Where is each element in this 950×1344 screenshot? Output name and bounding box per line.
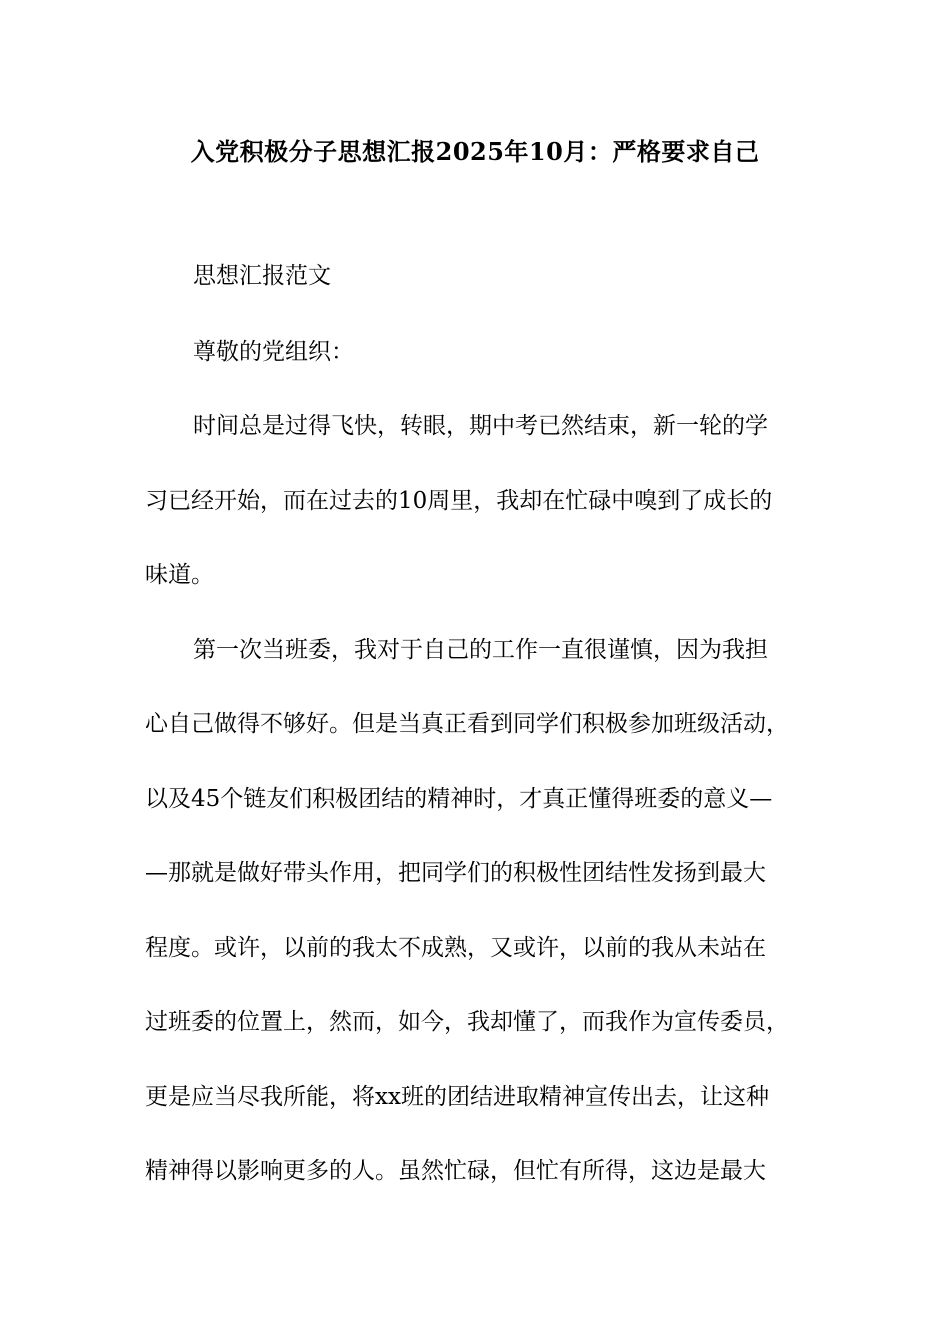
paragraph-2-line-6: 过班委的位置上，然而，如今，我却懂了，而我作为宣传委员， — [145, 1009, 789, 1035]
paragraph-2-line-4: —那就是做好带头作用，把同学们的积极性团结性发扬到最大 — [145, 860, 766, 886]
paragraph-2-line-1: 第一次当班委，我对于自己的工作一直很谨慎，因为我担 — [193, 637, 768, 663]
paragraph-2-line-8: 精神得以影响更多的人。虽然忙碌，但忙有所得，这边是最大 — [145, 1158, 766, 1184]
paragraph-2-line-7: 更是应当尽我所能，将xx班的团结进取精神宣传出去，让这种 — [145, 1084, 769, 1110]
text-line-heading: 思想汇报范文 — [193, 263, 331, 289]
paragraph-2-line-3: 以及45个链友们积极团结的精神时，才真正懂得班委的意义— — [145, 786, 773, 812]
paragraph-2-line-5: 程度。或许，以前的我太不成熟，又或许，以前的我从未站在 — [145, 935, 766, 961]
paragraph-2-line-2: 心自己做得不够好。但是当真正看到同学们积极参加班级活动， — [145, 711, 789, 737]
document-title: 入党积极分子思想汇报2025年10月：严格要求自己 — [190, 137, 760, 166]
paragraph-1-line-3: 味道。 — [145, 562, 214, 588]
paragraph-1-line-1: 时间总是过得飞快，转眼，期中考已然结束，新一轮的学 — [193, 413, 768, 439]
paragraph-1-line-2: 习已经开始，而在过去的10周里，我却在忙碌中嗅到了成长的 — [145, 488, 773, 514]
text-line-salutation: 尊敬的党组织： — [193, 339, 354, 365]
